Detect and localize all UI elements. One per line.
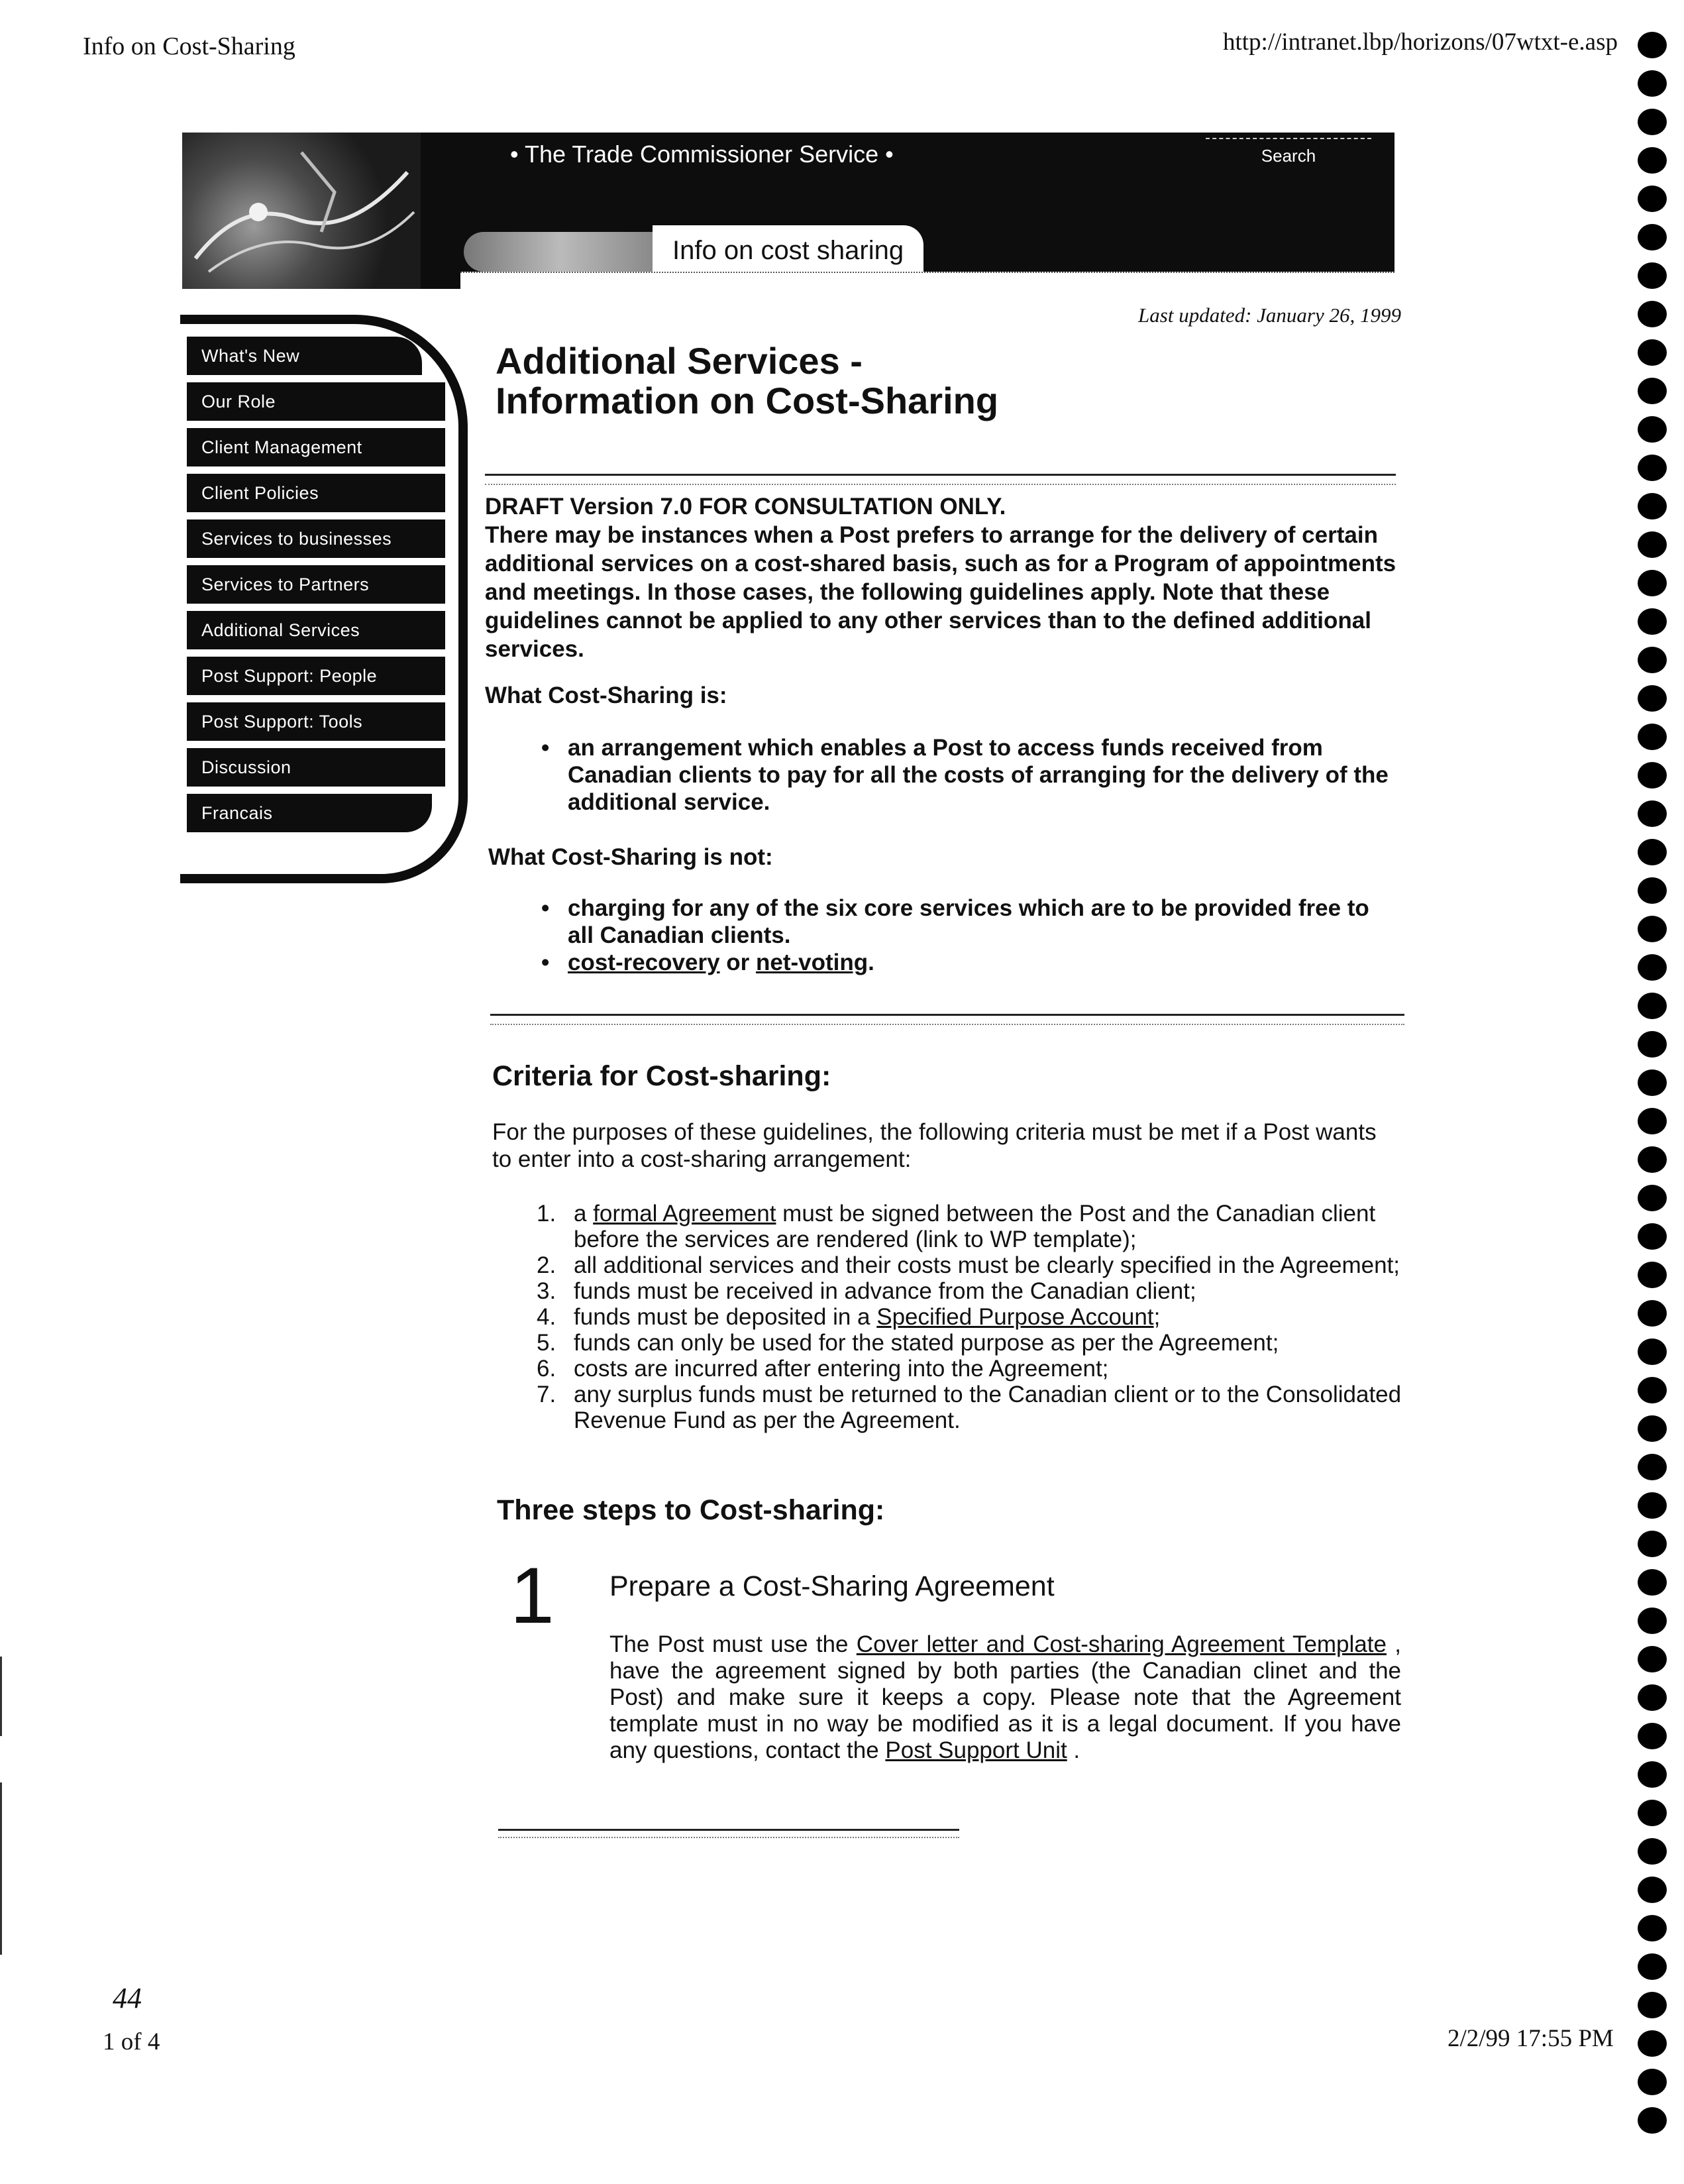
punch-hole: [1638, 2107, 1667, 2134]
step-text-part: The Post must use the: [609, 1631, 857, 1657]
punch-hole: [1638, 1223, 1667, 1250]
sidebar-item-additional-services[interactable]: Additional Services: [187, 611, 445, 649]
criteria-item: [537, 1330, 1411, 1356]
punch-hole: [1638, 1646, 1667, 1672]
punch-hole: [1638, 685, 1667, 712]
punch-hole: [1638, 1761, 1667, 1788]
punch-holes: [1638, 32, 1677, 2184]
what-is-not-list: [568, 895, 1389, 976]
punch-hole: [1638, 1915, 1667, 1941]
formal-agreement-link[interactable]: formal Agreement: [593, 1201, 776, 1227]
tab-info-on-cost-sharing[interactable]: Info on cost sharing: [653, 225, 923, 276]
sidebar-item-discussion[interactable]: Discussion: [187, 748, 445, 787]
punch-hole: [1638, 455, 1667, 481]
punch-hole: [1638, 1800, 1667, 1826]
sidebar-item-services-to-businesses[interactable]: Services to businesses: [187, 519, 445, 558]
punch-hole: [1638, 800, 1667, 827]
punch-hole: [1638, 1608, 1667, 1634]
criteria-item: [537, 1201, 1411, 1252]
scan-margin-line: [0, 1782, 2, 1955]
scan-margin-line: [0, 1657, 2, 1736]
page-title: [496, 341, 1158, 421]
criteria-number: 7.: [537, 1382, 556, 1407]
specified-purpose-account-link[interactable]: Specified Purpose Account: [876, 1304, 1154, 1330]
sidebar-item-whats-new[interactable]: What's New: [187, 337, 422, 375]
banner-tab-graphic: [464, 232, 656, 272]
last-updated: Last updated: January 26, 1999: [1138, 303, 1401, 327]
page-title-line2: Information on Cost-Sharing: [496, 380, 999, 421]
what-is-not-label: What Cost-Sharing is not:: [488, 844, 773, 870]
punch-hole: [1638, 1723, 1667, 1749]
conjunction-text: or: [719, 950, 757, 975]
criteria-item: [537, 1304, 1411, 1330]
punch-hole: [1638, 109, 1667, 135]
net-voting-link[interactable]: net-voting: [756, 950, 868, 975]
punch-hole: [1638, 762, 1667, 789]
criteria-intro: For the purposes of these guidelines, the following criteria must be met if a Post wants to enter into a cost-sharing arrangement:: [492, 1119, 1377, 1172]
search-button[interactable]: Search: [1206, 138, 1371, 172]
banner-photo: [182, 133, 421, 289]
punch-hole: [1638, 378, 1667, 404]
sidebar-item-services-to-partners[interactable]: Services to Partners: [187, 565, 445, 604]
divider-dotted: [498, 1837, 959, 1838]
sidebar-item-post-support-people[interactable]: Post Support: People: [187, 657, 445, 695]
criteria-number: 6.: [537, 1356, 556, 1382]
cover-letter-template-link[interactable]: Cover letter and Cost-sharing Agreement Template: [856, 1631, 1387, 1657]
what-is-label: What Cost-Sharing is:: [485, 682, 727, 708]
punch-hole: [1638, 1953, 1667, 1980]
step-title: Prepare a Cost-Sharing Agreement: [609, 1570, 1055, 1602]
banner-image-icon: [182, 133, 421, 289]
sidebar-item-francais[interactable]: Francais: [187, 794, 432, 832]
criteria-number: 2.: [537, 1252, 556, 1278]
punch-hole: [1638, 570, 1667, 596]
banner-title: • The Trade Commissioner Service •: [510, 140, 894, 168]
print-footer-timestamp: 2/2/99 17:55 PM: [1447, 2025, 1614, 2052]
step-text-part: , have the agreement signed by both parties (the Canadian clinet and the Post) and make sure it keeps a copy. Please note that the Agreement template must in no way be modified as it is a legal document. If you have any questions, contact the: [609, 1631, 1401, 1763]
criteria-item: [537, 1278, 1411, 1304]
banner-strip: [460, 272, 1395, 290]
criteria-item: [537, 1252, 1411, 1278]
punch-hole: [1638, 32, 1667, 58]
steps-heading: Three steps to Cost-sharing:: [497, 1494, 885, 1526]
criteria-list: [537, 1201, 1411, 1433]
punch-hole: [1638, 1569, 1667, 1596]
sidebar-nav: [187, 337, 445, 840]
punch-hole: [1638, 1108, 1667, 1134]
criteria-item: [537, 1356, 1411, 1382]
intro-block: [485, 492, 1412, 663]
punch-hole: [1638, 954, 1667, 981]
punch-hole: [1638, 1492, 1667, 1519]
period-text: .: [868, 950, 874, 975]
punch-hole: [1638, 1185, 1667, 1211]
criteria-heading: Criteria for Cost-sharing:: [492, 1060, 831, 1092]
list-item: • charging for any of the six core services which are to be provided free to all Canadian clients.: [568, 895, 1389, 949]
print-header-url: http://intranet.lbp/horizons/07wtxt-e.asp: [1222, 28, 1618, 56]
punch-hole: [1638, 916, 1667, 942]
sidebar-item-client-policies[interactable]: Client Policies: [187, 474, 445, 512]
intro-text: There may be instances when a Post prefers to arrange for the delivery of certain additional services on a cost-shared basis, such as for a Program of appointments and meetings. In those cases, the following guidelines apply. Note that these guidelines cannot be applied to any other services than to the defined additional services.: [485, 522, 1396, 662]
post-support-unit-link[interactable]: Post Support Unit: [885, 1737, 1067, 1763]
punch-hole: [1638, 839, 1667, 865]
criteria-text: costs are incurred after entering into the Agreement;: [574, 1356, 1109, 1382]
divider: [490, 1014, 1404, 1016]
punch-hole: [1638, 1031, 1667, 1058]
handwritten-page-mark: 44: [113, 1982, 142, 2014]
step-text-part: .: [1067, 1737, 1080, 1763]
criteria-text: must be signed between the Post and the Canadian client before the services are rendered (link to WP template);: [574, 1201, 1376, 1252]
punch-hole: [1638, 1377, 1667, 1403]
punch-hole: [1638, 493, 1667, 519]
punch-hole: [1638, 1300, 1667, 1327]
punch-hole: [1638, 301, 1667, 327]
what-is-list: [568, 734, 1389, 816]
punch-hole: [1638, 70, 1667, 97]
criteria-number: 4.: [537, 1304, 556, 1330]
punch-hole: [1638, 1531, 1667, 1557]
punch-hole: [1638, 1684, 1667, 1711]
punch-hole: [1638, 647, 1667, 673]
step-number: 1: [510, 1551, 554, 1640]
punch-hole: [1638, 1415, 1667, 1442]
criteria-text: all additional services and their costs must be clearly specified in the Agreement;: [574, 1252, 1400, 1278]
list-item: [568, 949, 1389, 976]
punch-hole: [1638, 1262, 1667, 1288]
divider-dotted: [485, 484, 1396, 485]
divider: [485, 474, 1396, 476]
punch-hole: [1638, 416, 1667, 443]
divider: [498, 1829, 959, 1831]
punch-hole: [1638, 2030, 1667, 2057]
punch-hole: [1638, 339, 1667, 366]
site-banner: [182, 133, 1395, 289]
punch-hole: [1638, 2069, 1667, 2095]
criteria-number: 5.: [537, 1330, 556, 1356]
sidebar-item-client-management[interactable]: Client Management: [187, 428, 445, 466]
punch-hole: [1638, 1992, 1667, 2018]
list-item: • an arrangement which enables a Post to access funds received from Canadian clients to pay for all the costs of arranging for the delivery of the additional service.: [568, 734, 1389, 816]
punch-hole: [1638, 724, 1667, 750]
punch-hole: [1638, 147, 1667, 174]
punch-hole: [1638, 1454, 1667, 1480]
criteria-text: a: [574, 1201, 594, 1227]
cost-recovery-link[interactable]: cost-recovery: [568, 950, 720, 975]
punch-hole: [1638, 1146, 1667, 1173]
criteria-text: funds must be received in advance from the Canadian client;: [574, 1278, 1196, 1304]
criteria-number: 1.: [537, 1201, 556, 1227]
criteria-number: 3.: [537, 1278, 556, 1304]
punch-hole: [1638, 993, 1667, 1019]
punch-hole: [1638, 186, 1667, 212]
criteria-text: funds must be deposited in a: [574, 1304, 877, 1330]
punch-hole: [1638, 1338, 1667, 1365]
print-header-title: Info on Cost-Sharing: [83, 32, 295, 60]
draft-notice: DRAFT Version 7.0 FOR CONSULTATION ONLY.: [485, 494, 1006, 519]
punch-hole: [1638, 1838, 1667, 1865]
print-footer-page: 1 of 4: [103, 2028, 160, 2055]
criteria-text: any surplus funds must be returned to the Canadian client or to the Consolidated Revenue Fund as per the Agreement.: [574, 1382, 1402, 1433]
punch-hole: [1638, 262, 1667, 289]
punch-hole: [1638, 531, 1667, 558]
criteria-text: ;: [1153, 1304, 1161, 1330]
punch-hole: [1638, 224, 1667, 250]
punch-hole: [1638, 1877, 1667, 1903]
sidebar-item-our-role[interactable]: Our Role: [187, 382, 445, 421]
punch-hole: [1638, 1069, 1667, 1096]
page-title-line1: Additional Services -: [496, 340, 863, 382]
sidebar-item-post-support-tools[interactable]: Post Support: Tools: [187, 702, 445, 741]
divider-dotted: [490, 1024, 1404, 1025]
punch-hole: [1638, 608, 1667, 635]
step-text: [609, 1631, 1401, 1764]
punch-hole: [1638, 877, 1667, 904]
criteria-item: [537, 1382, 1411, 1433]
criteria-text: funds can only be used for the stated purpose as per the Agreement;: [574, 1330, 1279, 1356]
